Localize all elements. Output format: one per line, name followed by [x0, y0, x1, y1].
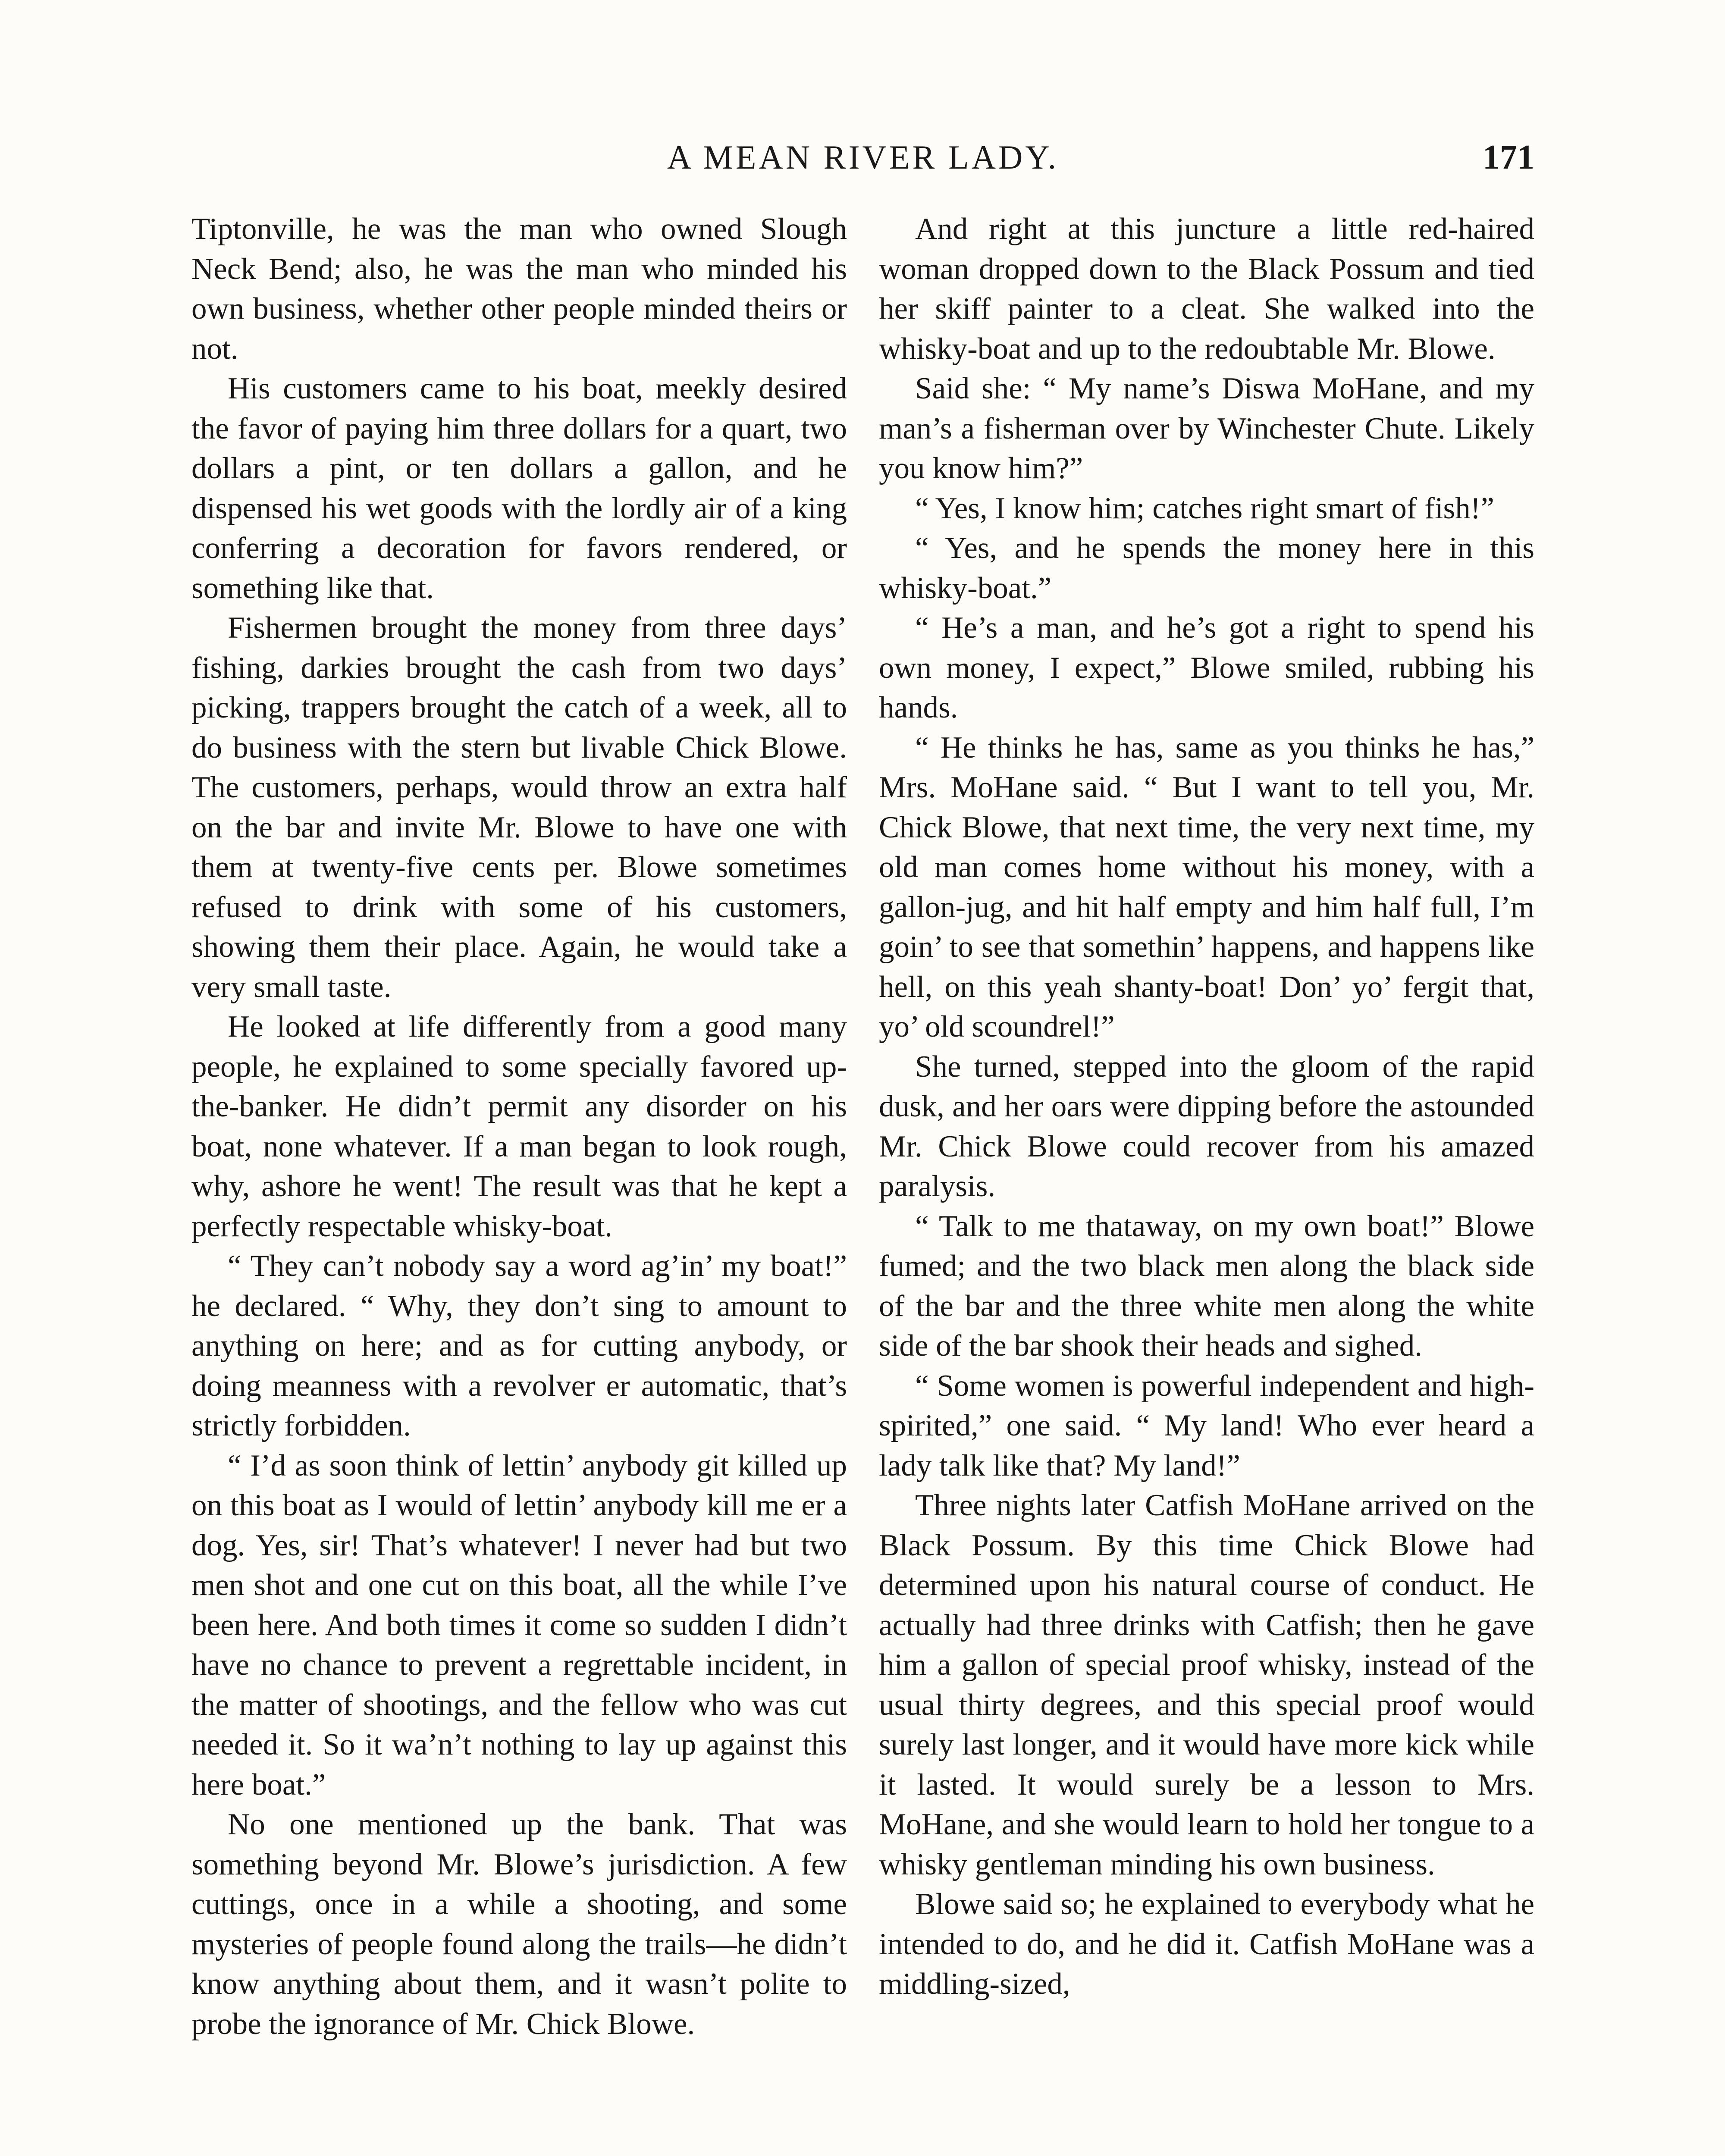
paragraph: Blowe said so; he explained to everybody what he intended to do, and he did it. Catfish MoHane was a middling-sized,: [879, 1887, 1534, 2001]
right-column: [879, 209, 1534, 2156]
paragraph: She turned, stepped into the gloom of the rapid dusk, and her oars were dipping before the astounded Mr. Chick Blowe could recover from his amazed paralysis.: [879, 1050, 1534, 1203]
left-column: [191, 209, 847, 2156]
paragraph: “ He thinks he has, same as you thinks he has,” Mrs. MoHane said. “ But I want to tell you, Mr. Chick Blowe, that next time, the very next time, my old man comes home without his money, with a gallon-jug, and hit half empty and him half full, I’m goin’ to see that somethin’ happens, and happens like hell, on this yeah shanty-boat! Don’ yo’ fergit that, yo’ old scoundrel!”: [879, 730, 1534, 1044]
paragraph: Said she: “ My name’s Diswa MoHane, and my man’s a fisherman over by Winchester Chute. Likely you know him?”: [879, 372, 1534, 485]
paragraph: And right at this juncture a little red-haired woman dropped down to the Black Possum and tied her skiff painter to a cleat. She walked into the whisky-boat and up to the redoubtable Mr. Blowe.: [879, 212, 1534, 366]
paragraph: His customers came to his boat, meekly desired the favor of paying him three dollars for a quart, two dollars a pint, or ten dollars a gallon, and he dispensed his wet goods with the lordly air of a king conferring a decoration for favors rendered, or something like that.: [191, 372, 847, 605]
text-columns: [191, 209, 1534, 2156]
paragraph: No one mentioned up the bank. That was something beyond Mr. Blowe’s jurisdiction. A few cuttings, once in a while a shooting, and some mysteries of people found along the trails—he didn’t know anything about them, and it wasn’t polite to probe the ignorance of Mr. Chick Blowe.: [191, 1808, 847, 2041]
running-header: [191, 129, 1534, 185]
page-number: 171: [1483, 138, 1534, 176]
paragraph: “ Talk to me thataway, on my own boat!” Blowe fumed; and the two black men along the black side of the bar and the three white men along the white side of the bar shook their heads and sighed.: [879, 1209, 1534, 1363]
paragraph: “ He’s a man, and he’s got a right to spend his own money, I expect,” Blowe smiled, rubbing his hands.: [879, 611, 1534, 724]
paragraph: “ Yes, and he spends the money here in this whisky-boat.”: [879, 531, 1534, 605]
paragraph: “ Yes, I know him; catches right smart of fish!”: [915, 491, 1494, 525]
paragraph: “ I’d as soon think of lettin’ anybody git killed up on this boat as I would of lettin’ anybody kill me er a dog. Yes, sir! That’s whatever! I never had but two men shot and one cut on this boat, all the while I’ve been here. And both times it come so sudden I didn’t have no chance to prevent a regrettable incident, in the matter of shootings, and the fellow who was cut needed it. So it wa’n’t nothing to lay up against this here boat.”: [191, 1448, 847, 1802]
paragraph: Three nights later Catfish MoHane arrived on the Black Possum. By this time Chick Blowe had determined upon his natural course of conduct. He actually had three drinks with Catfish; then he gave him a gallon of special proof whisky, instead of the usual thirty degrees, and this special proof would surely last longer, and it would have more kick while it lasted. It would surely be a lesson to Mrs. MoHane, and she would learn to hold her tongue to a whisky gentleman minding his own business.: [879, 1489, 1534, 1881]
paragraph: Tiptonville, he was the man who owned Slough Neck Bend; also, he was the man who minded his own business, whether other people minded theirs or not.: [191, 212, 847, 366]
paragraph: Fishermen brought the money from three days’ fishing, darkies brought the cash from two days’ picking, trappers brought the catch of a week, all to do business with the stern but livable Chick Blowe. The customers, perhaps, would throw an extra half on the bar and invite Mr. Blowe to have one with them at twenty-five cents per. Blowe sometimes refused to drink with some of his customers, showing them their place. Again, he would take a very small taste.: [191, 611, 847, 1004]
paragraph: He looked at life differently from a good many people, he explained to some specially favored up-the-banker. He didn’t permit any disorder on his boat, none whatever. If a man began to look rough, why, ashore he went! The result was that he kept a perfectly respectable whisky-boat.: [191, 1010, 847, 1243]
paragraph: “ They can’t nobody say a word ag’in’ my boat!” he declared. “ Why, they don’t sing to amount to anything on here; and as for cutting anybody, or doing meanness with a revolver er automatic, that’s strictly forbidden.: [191, 1249, 847, 1442]
running-title: A MEAN RIVER LADY.: [667, 138, 1059, 176]
paragraph: “ Some women is powerful independent and high-spirited,” one said. “ My land! Who ever heard a lady talk like that? My land!”: [879, 1369, 1534, 1482]
